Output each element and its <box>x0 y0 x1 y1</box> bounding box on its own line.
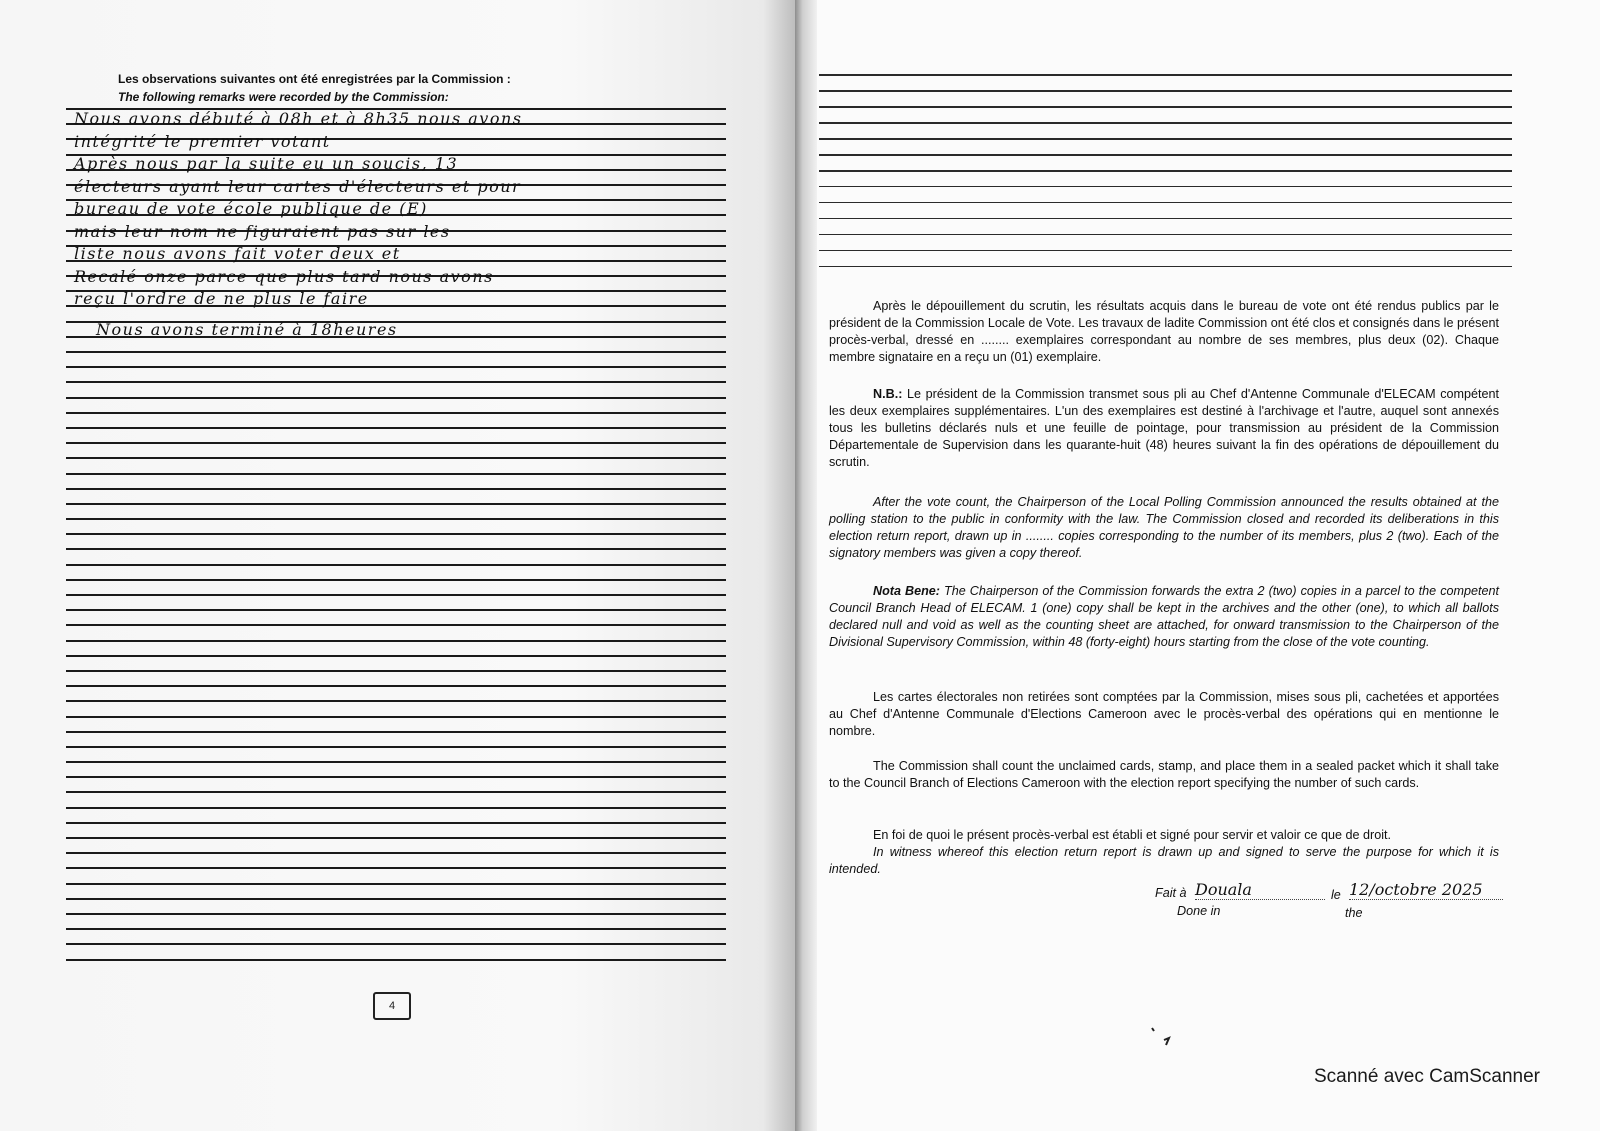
book-gutter <box>795 0 817 1131</box>
ruled-line <box>66 579 726 581</box>
ruled-line <box>66 594 726 596</box>
ruled-line <box>66 670 726 672</box>
ruled-line <box>66 898 726 900</box>
ruled-line <box>66 548 726 550</box>
ruled-line <box>66 442 726 444</box>
paragraph-nb-fr-text: Le président de la Commission transmet sous pli au Chef d'Antenne Communale d'ELECAM compétent les deux exemplaires supplémentaires. L'un des exemplaires est destiné à l'archivage et l'autre, auquel sont annexés tous les bulletins déclarés nuls et une feuille de pointage, pour transmission au président de la Commission Départementale de Supervision dans les quarante-huit (48) heures suivant la fin des opérations de dépouillement du scrutin. <box>829 387 1500 469</box>
right-page <box>817 0 1600 1131</box>
ruled-line <box>819 250 1512 252</box>
ruled-line <box>66 883 726 885</box>
remark-line: Recalé onze parce que plus tard nous avons <box>74 266 494 286</box>
ruled-line <box>819 74 1512 76</box>
ruled-line <box>66 791 726 793</box>
scanner-watermark: Scanné avec CamScanner <box>1313 1066 1540 1087</box>
paragraph-results-fr <box>829 298 1499 366</box>
ruled-line <box>819 218 1512 220</box>
ruled-line <box>66 381 726 383</box>
ruled-line <box>66 351 726 353</box>
ruled-line <box>66 366 726 368</box>
ruled-line <box>66 624 726 626</box>
paragraph-nota-bene-en-text: The Chairperson of the Commission forwards the extra 2 (two) copies in a parcel to the competent Council Branch Head of ELECAM. 1 (one) copy shall be kept in the archives and the other (one), to which all ballots declared null and void as well as the counting sheet are attached, for onward transmission to the Chairperson of the Divisional Supervisory Commission, within 48 (forty-eight) hours starting from the close of the vote counting. <box>829 584 1500 649</box>
ruled-line <box>819 106 1512 108</box>
ruled-line <box>66 959 726 961</box>
ruled-line <box>66 503 726 505</box>
paragraph-witness <box>829 827 1499 878</box>
ruled-line <box>66 564 726 566</box>
remark-closing-line: Nous avons terminé à 18heures <box>96 319 398 339</box>
ruled-line <box>819 122 1512 124</box>
date-en-label: the <box>1345 906 1363 920</box>
ruled-line <box>66 776 726 778</box>
remark-line: bureau de vote école publique de (E) <box>74 199 428 218</box>
ruled-line <box>819 234 1512 236</box>
remarks-heading <box>118 70 511 106</box>
paragraph-cards-en-text: The Commission shall count the unclaimed cards, stamp, and place them in a sealed packet which it shall take to the Council Branch of Elections Cameroon with the election report specifying the number of such cards. <box>829 759 1499 790</box>
done-in-fr-label: Fait à <box>1155 886 1187 900</box>
remark-line: Après nous par la suite eu un soucis, 13 <box>74 154 459 173</box>
paragraph-results-en <box>829 494 1499 562</box>
ruled-line <box>819 266 1512 268</box>
paragraph-cards-fr-text: Les cartes électorales non retirées sont comptées par la Commission, mises sous pli, cachetées et apportées au Chef d'Antenne Communale d'Elections Cameroon avec le procès-verbal des opérations qui en mentionne le nombre. <box>829 690 1499 738</box>
remark-line: liste nous avons fait voter deux et <box>74 244 401 263</box>
signature-block <box>1155 880 1515 930</box>
ink-mark <box>1138 1022 1178 1052</box>
ruled-line <box>66 700 726 702</box>
date-fr-label: le <box>1331 888 1341 902</box>
ruled-line <box>66 609 726 611</box>
ruled-line <box>66 867 726 869</box>
ruled-line <box>819 90 1512 92</box>
ruled-line <box>66 913 726 915</box>
ruled-line <box>66 457 726 459</box>
remarks-heading-fr: Les observations suivantes ont été enregistrées par la Commission : <box>118 72 511 86</box>
paragraph-nota-bene-en <box>829 583 1499 651</box>
ruled-line <box>66 655 726 657</box>
ruled-line <box>66 822 726 824</box>
ruled-line <box>66 397 726 399</box>
ruled-line <box>66 807 726 809</box>
remarks-heading-en: The following remarks were recorded by the Commission: <box>118 90 449 104</box>
ruled-line <box>819 202 1512 204</box>
paragraph-results-fr-text: Après le dépouillement du scrutin, les résultats acquis dans le bureau de vote ont été rendus publics par le président de la Commission Locale de Vote. Les travaux de ladite Commission ont été clos et consignés dans le présent procès-verbal, dressé en ........ exemplaires correspondant au nombre de ses membres, plus deux (02). Chaque membre signataire en a reçu un (01) exemplaire. <box>829 299 1499 364</box>
witness-fr-text: En foi de quoi le présent procès-verbal est établi et signé pour servir et valoir ce que de droit. <box>873 828 1392 842</box>
witness-en-text: In witness whereof this election return report is drawn up and signed to serve the purpose for which it is intended. <box>829 845 1499 876</box>
ruled-line <box>66 852 726 854</box>
paragraph-results-en-text: After the vote count, the Chairperson of the Local Polling Commission announced the results obtained at the polling station to the public in conformity with the law. The Commission closed and recorded its deliberations in this election return report, drawn up in ........ copies corresponding to the number of its members, plus 2 (two). Each of the signatory members was given a copy thereof. <box>829 495 1499 560</box>
page-number: 4 <box>373 992 411 1020</box>
ruled-line <box>66 488 726 490</box>
ruled-line <box>66 716 726 718</box>
place-value: Douala <box>1195 880 1325 900</box>
remark-line: électeurs ayant leur cartes d'électeurs et pour <box>74 176 522 196</box>
ruled-line <box>66 427 726 429</box>
remark-line: intégrité le premier votant <box>74 131 331 151</box>
ruled-line <box>66 685 726 687</box>
left-page <box>0 0 795 1131</box>
remark-line: reçu l'ordre de ne plus le faire <box>74 289 369 308</box>
ruled-line <box>66 928 726 930</box>
ruled-line <box>66 533 726 535</box>
ruled-line <box>819 138 1512 140</box>
nb-label: N.B.: <box>873 387 903 401</box>
remark-line: Nous avons débuté à 08h et à 8h35 nous avons <box>74 109 523 128</box>
ruled-line <box>66 731 726 733</box>
date-value: 12/octobre 2025 <box>1349 880 1503 900</box>
done-in-en-label: Done in <box>1177 904 1221 918</box>
remark-line: mais leur nom ne figuraient pas sur les <box>74 221 451 241</box>
ruled-line <box>66 412 726 414</box>
handwritten-remarks <box>66 108 736 341</box>
paragraph-cards-fr <box>829 689 1499 740</box>
ruled-line <box>819 170 1512 172</box>
nota-bene-label: Nota Bene: <box>873 584 940 598</box>
ruled-line <box>66 518 726 520</box>
ruled-line <box>66 761 726 763</box>
ruled-lines-right <box>819 74 1512 282</box>
ruled-line <box>66 837 726 839</box>
paragraph-cards-en <box>829 758 1499 792</box>
ruled-line <box>66 640 726 642</box>
ruled-line <box>66 473 726 475</box>
ruled-line <box>819 186 1512 188</box>
paragraph-nb-fr <box>829 386 1499 471</box>
ruled-line <box>819 154 1512 156</box>
ruled-line <box>66 943 726 945</box>
ruled-line <box>66 746 726 748</box>
